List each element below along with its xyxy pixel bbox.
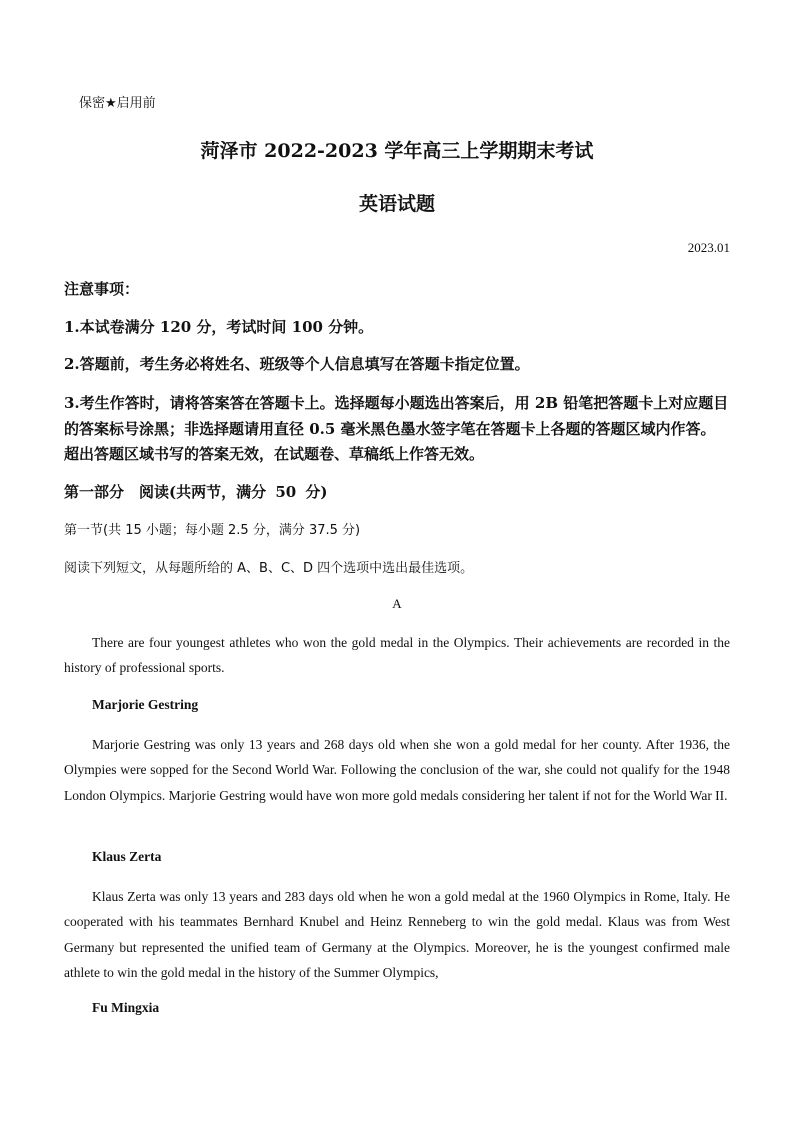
- athlete-name: Marjorie Gestring: [92, 697, 199, 712]
- athlete-name: Klaus Zerta: [92, 849, 162, 864]
- athlete-name: Fu Mingxia: [92, 1000, 160, 1015]
- passage-letter: A: [392, 596, 402, 611]
- section-title: 第一节(共 15 小题；每小题 2.5 分，满分 37.5 分): [64, 523, 361, 538]
- instructions: 阅读下列短文，从每题所给的 A、B、C、D 四个选项中选出最佳选项。: [64, 561, 474, 576]
- confidential-label: 保密★启用前: [79, 96, 156, 111]
- exam-title: 菏泽市 2022-2023 学年高三上学期期末考试: [200, 140, 594, 162]
- notes-heading: 注意事项：: [64, 280, 140, 298]
- athlete-paragraph: Klaus Zerta was only 13 years and 283 days old when he won a gold medal at the 1960 Olympics in Rome, Italy. He cooperated with his teammates Bernhard Knubel and Heinz Renneberg to win the gold medal. Klaus was from West Germany but represented the unified team of Germany at the Olympics. Moreover, he is the youngest confirmed male athlete to win the gold medal in the history of the Summer Olympics,: [64, 889, 730, 980]
- note-item-3: 3.考生作答时，请将答案答在答题卡上。选择题每小题选出答案后，用 2B 铅笔把答题卡上对应题目的答案标号涂黑；非选择题请用直径 0.5 毫米黑色墨水签字笔在答题卡上各题的答题区域内作答。超出答题区域书写的答案无效，在试题卷、草稿纸上作答无效。: [64, 394, 729, 463]
- note-item-2: 2.答题前，考生务必将姓名、班级等个人信息填写在答题卡指定位置。: [64, 355, 530, 373]
- part-title: 第一部分 阅读(共两节，满分 50 分): [64, 483, 328, 501]
- note-item-1: 1.本试卷满分 120 分，考试时间 100 分钟。: [64, 318, 374, 336]
- subject-title: 英语试题: [358, 193, 435, 215]
- athlete-paragraph: Marjorie Gestring was only 13 years and 268 days old when she won a gold medal for her county. After 1936, the Olympies were sopped for the Second World War. Following the conclusion of the war, she could not qualify for the 1948 London Olympics. Marjorie Gestring would have won more gold medals considering her talent if not for the World War II.: [64, 737, 730, 803]
- passage-intro: There are four youngest athletes who won the gold medal in the Olympics. Their achievements are recorded in the history of professional sports.: [64, 635, 730, 676]
- exam-date: 2023.01: [687, 240, 730, 255]
